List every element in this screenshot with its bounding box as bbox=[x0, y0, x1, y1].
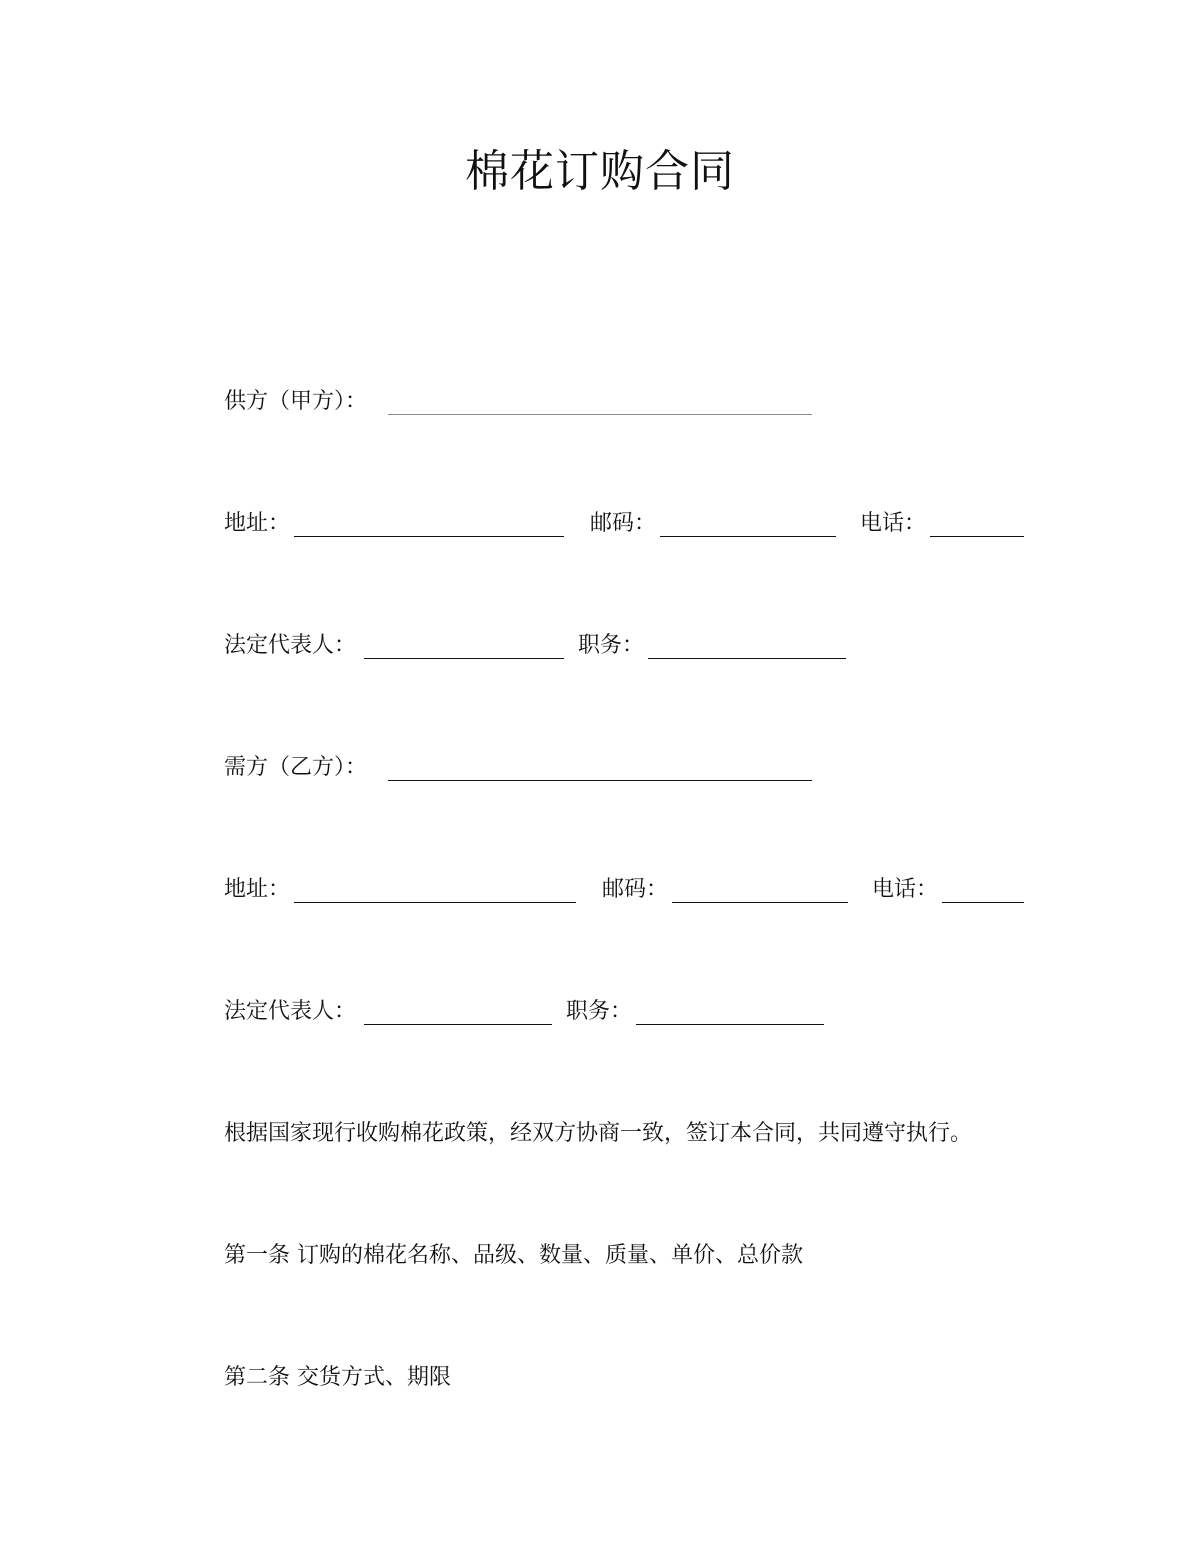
supplier-contact-line bbox=[224, 506, 1024, 542]
buyer-legal-rep-label: 法定代表人： bbox=[224, 999, 357, 1024]
article-1-heading: 第一条 订购的棉花名称、品级、数量、质量、单价、总价款 bbox=[224, 1243, 803, 1268]
supplier-party-label: 供方（甲方）： bbox=[224, 389, 368, 414]
supplier-address-blank[interactable] bbox=[294, 536, 564, 537]
buyer-phone-blank[interactable] bbox=[942, 902, 1024, 903]
supplier-party-line bbox=[224, 384, 844, 420]
supplier-postcode-label: 邮码： bbox=[590, 511, 657, 536]
supplier-rep-line bbox=[224, 628, 864, 664]
buyer-party-blank[interactable] bbox=[388, 780, 812, 781]
buyer-address-blank[interactable] bbox=[294, 902, 576, 903]
supplier-postcode-blank[interactable] bbox=[660, 536, 836, 537]
buyer-party-line bbox=[224, 750, 844, 786]
buyer-address-label: 地址： bbox=[224, 877, 291, 902]
buyer-rep-line bbox=[224, 994, 844, 1030]
supplier-legal-rep-label: 法定代表人： bbox=[224, 633, 357, 658]
supplier-legal-rep-blank[interactable] bbox=[364, 658, 564, 659]
buyer-position-label: 职务： bbox=[566, 999, 633, 1024]
buyer-phone-label: 电话： bbox=[872, 877, 939, 902]
buyer-postcode-blank[interactable] bbox=[672, 902, 848, 903]
supplier-phone-blank[interactable] bbox=[930, 536, 1024, 537]
supplier-phone-label: 电话： bbox=[860, 511, 927, 536]
document-title: 棉花订购合同 bbox=[465, 146, 735, 197]
buyer-postcode-label: 邮码： bbox=[602, 877, 669, 902]
supplier-address-label: 地址： bbox=[224, 511, 291, 536]
supplier-position-label: 职务： bbox=[578, 633, 645, 658]
supplier-party-blank[interactable] bbox=[388, 414, 812, 415]
buyer-party-label: 需方（乙方）： bbox=[224, 755, 368, 780]
buyer-contact-line bbox=[224, 872, 1024, 908]
buyer-legal-rep-blank[interactable] bbox=[364, 1024, 552, 1025]
article-2-heading: 第二条 交货方式、期限 bbox=[224, 1365, 451, 1390]
preamble-paragraph: 根据国家现行收购棉花政策，经双方协商一致，签订本合同，共同遵守执行。 bbox=[224, 1121, 973, 1146]
supplier-position-blank[interactable] bbox=[648, 658, 846, 659]
buyer-position-blank[interactable] bbox=[636, 1024, 824, 1025]
